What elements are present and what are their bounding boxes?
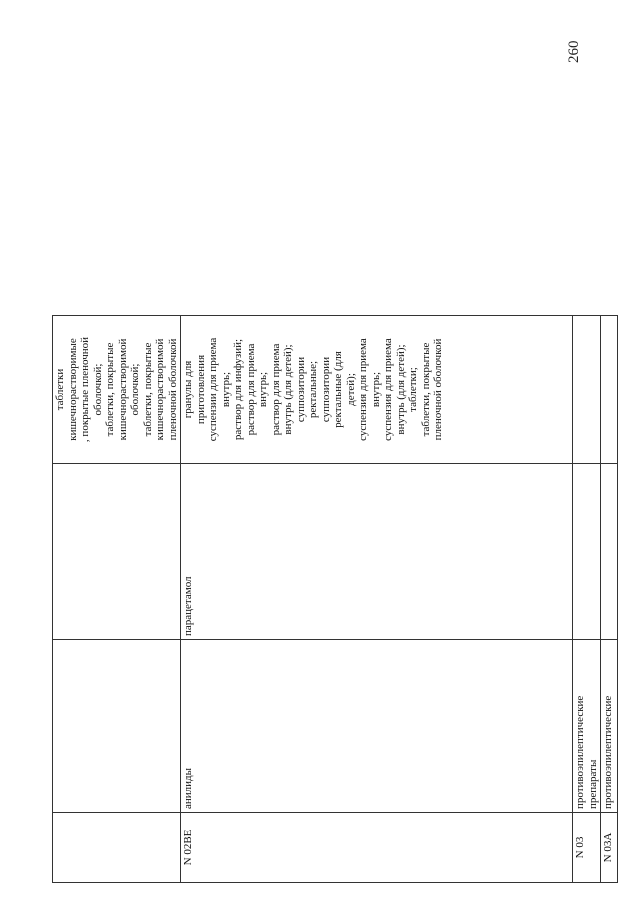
drug-cell: парацетамол [181, 464, 573, 640]
atc-code-cell: N 02BE [181, 813, 573, 883]
form-line: суппозитории [294, 356, 307, 423]
form-line: суспензии для приема [207, 337, 219, 442]
form-line: внутрь (для детей); [394, 344, 407, 435]
form-line: внутрь; [219, 371, 232, 408]
table-row [53, 316, 181, 883]
form-line: оболочкой; [91, 363, 104, 416]
form-line: пленочной оболочкой [166, 338, 179, 441]
group-line: противоэпилептические [574, 695, 586, 809]
dosage-forms-cell [181, 316, 573, 464]
form-line: приготовления [194, 354, 207, 425]
form-line: суспензия для приема [382, 338, 394, 441]
form-line: таблетки; [407, 367, 419, 412]
drug-cell [53, 464, 181, 640]
form-line: таблетки, покрытые [141, 342, 154, 437]
form-line: внутрь (для детей); [282, 344, 294, 435]
form-line: внутрь; [257, 371, 269, 408]
table-row [601, 316, 618, 883]
atc-code-cell: N 03A [601, 813, 618, 883]
form-line: внутрь; [369, 371, 382, 408]
form-line: оболочкой; [129, 363, 141, 416]
form-line: суспензия для приема [357, 338, 369, 441]
form-line: таблетки, покрытые [104, 342, 116, 437]
form-line: кишечнорастворимые [66, 338, 79, 441]
table-wrap [52, 316, 614, 883]
atc-code-cell [53, 813, 181, 883]
form-line: раствор для приема [269, 343, 282, 436]
drug-cell [601, 464, 618, 640]
form-line: раствор для приема [244, 343, 257, 436]
form-line: ректальные (для [332, 351, 344, 428]
dosage-forms-cell [573, 316, 601, 464]
group-cell [573, 640, 601, 813]
form-line: таблетки [54, 368, 66, 411]
form-line: кишечнорастворимой [154, 338, 166, 441]
drug-table [52, 315, 618, 883]
form-line: суппозитории [319, 356, 332, 423]
form-line: , покрытые пленочной [79, 336, 91, 443]
drug-cell [573, 464, 601, 640]
form-line: ректальные; [307, 360, 319, 419]
group-cell [53, 640, 181, 813]
atc-code-cell: N 03 [573, 813, 601, 883]
form-line: пленочной оболочкой [432, 338, 444, 441]
table-row [573, 316, 601, 883]
form-line: гранулы для [182, 360, 194, 419]
group-cell: противоэпилептические [601, 640, 618, 813]
table-row [181, 316, 573, 883]
form-line: таблетки, покрытые [419, 342, 432, 437]
dosage-forms-cell [53, 316, 181, 464]
group-cell: анилиды [181, 640, 573, 813]
form-line: раствор для инфузий; [232, 338, 244, 441]
dosage-forms-cell [601, 316, 618, 464]
form-line: кишечнорастворимой [116, 338, 129, 441]
group-line: препараты [586, 759, 599, 809]
page-number: 260 [566, 40, 582, 63]
form-line: детей); [344, 373, 357, 406]
